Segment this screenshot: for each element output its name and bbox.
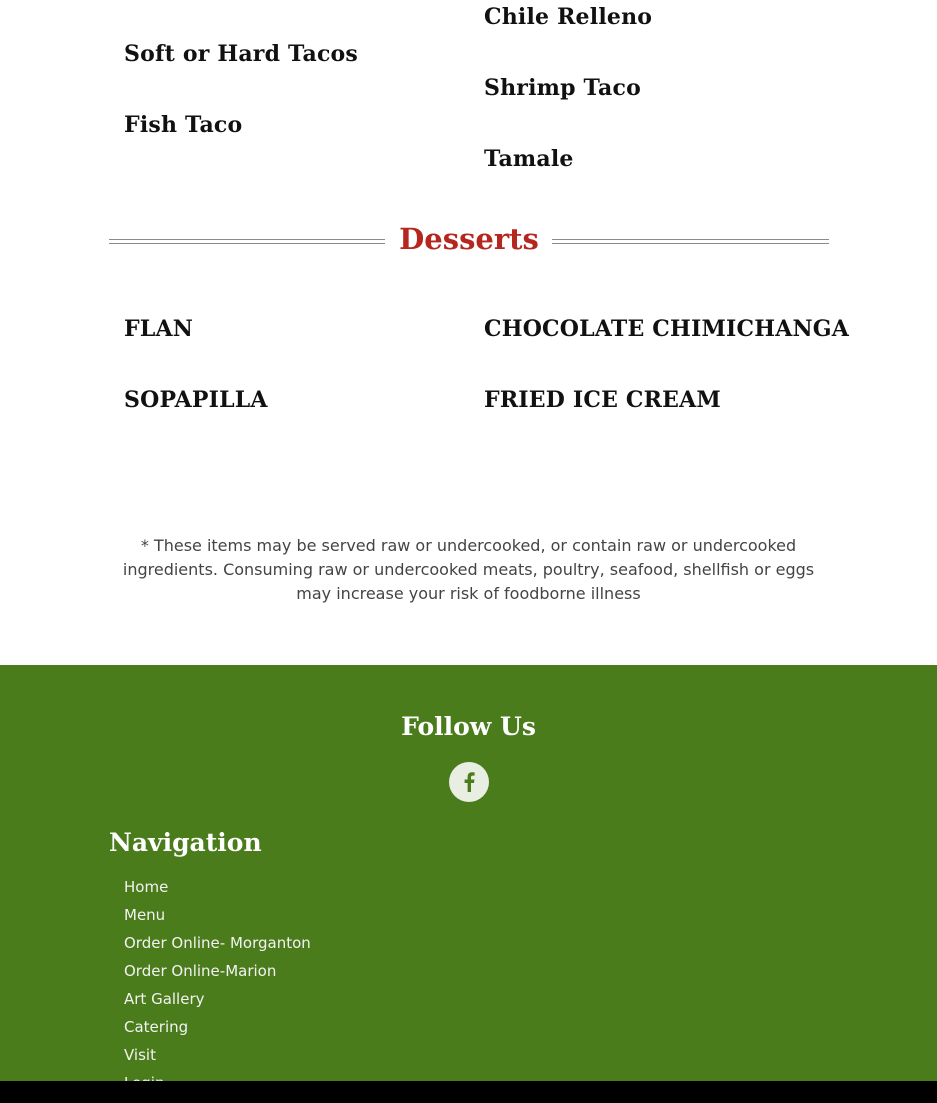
dessert-item-sopapilla: SOPAPILLA (124, 387, 268, 413)
nav-link-order-online-marion[interactable]: Order Online-Marion (124, 962, 277, 980)
dessert-item-flan: FLAN (124, 316, 194, 342)
desserts-heading: Desserts (399, 222, 539, 256)
menu-item-soft-or-hard-tacos: Soft or Hard Tacos (124, 41, 359, 67)
dessert-item-fried-ice-cream: FRIED ICE CREAM (484, 387, 721, 413)
dessert-item-chocolate-chimichanga: CHOCOLATE CHIMICHANGA (484, 316, 850, 342)
nav-link-home[interactable]: Home (124, 878, 169, 896)
facebook-icon (463, 772, 475, 792)
nav-link-menu[interactable]: Menu (124, 906, 166, 924)
nav-link-catering[interactable]: Catering (124, 1018, 189, 1036)
menu-item-chile-relleno: Chile Relleno (484, 4, 653, 30)
bottom-bar (0, 1081, 937, 1103)
menu-item-tamale: Tamale (484, 146, 574, 172)
site-footer (0, 665, 937, 1081)
nav-link-art-gallery[interactable]: Art Gallery (124, 990, 205, 1008)
raw-food-disclaimer: * These items may be served raw or undercooked, or contain raw or undercooked ingredients. Consuming raw or undercooked meats, poultry, seafood, shellfish or eggs may increase your risk of foodborne illness (122, 536, 815, 603)
facebook-link[interactable] (449, 762, 489, 802)
menu-item-shrimp-taco: Shrimp Taco (484, 75, 641, 101)
nav-link-visit[interactable]: Visit (124, 1046, 156, 1064)
menu-item-fish-taco: Fish Taco (124, 112, 243, 138)
follow-us-title: Follow Us (401, 712, 536, 741)
heading-divider-right (552, 239, 829, 244)
nav-link-order-online-morganton[interactable]: Order Online- Morganton (124, 934, 311, 952)
desserts-section-heading (109, 220, 829, 260)
footer-nav-list (124, 876, 311, 1100)
navigation-title: Navigation (109, 828, 262, 857)
